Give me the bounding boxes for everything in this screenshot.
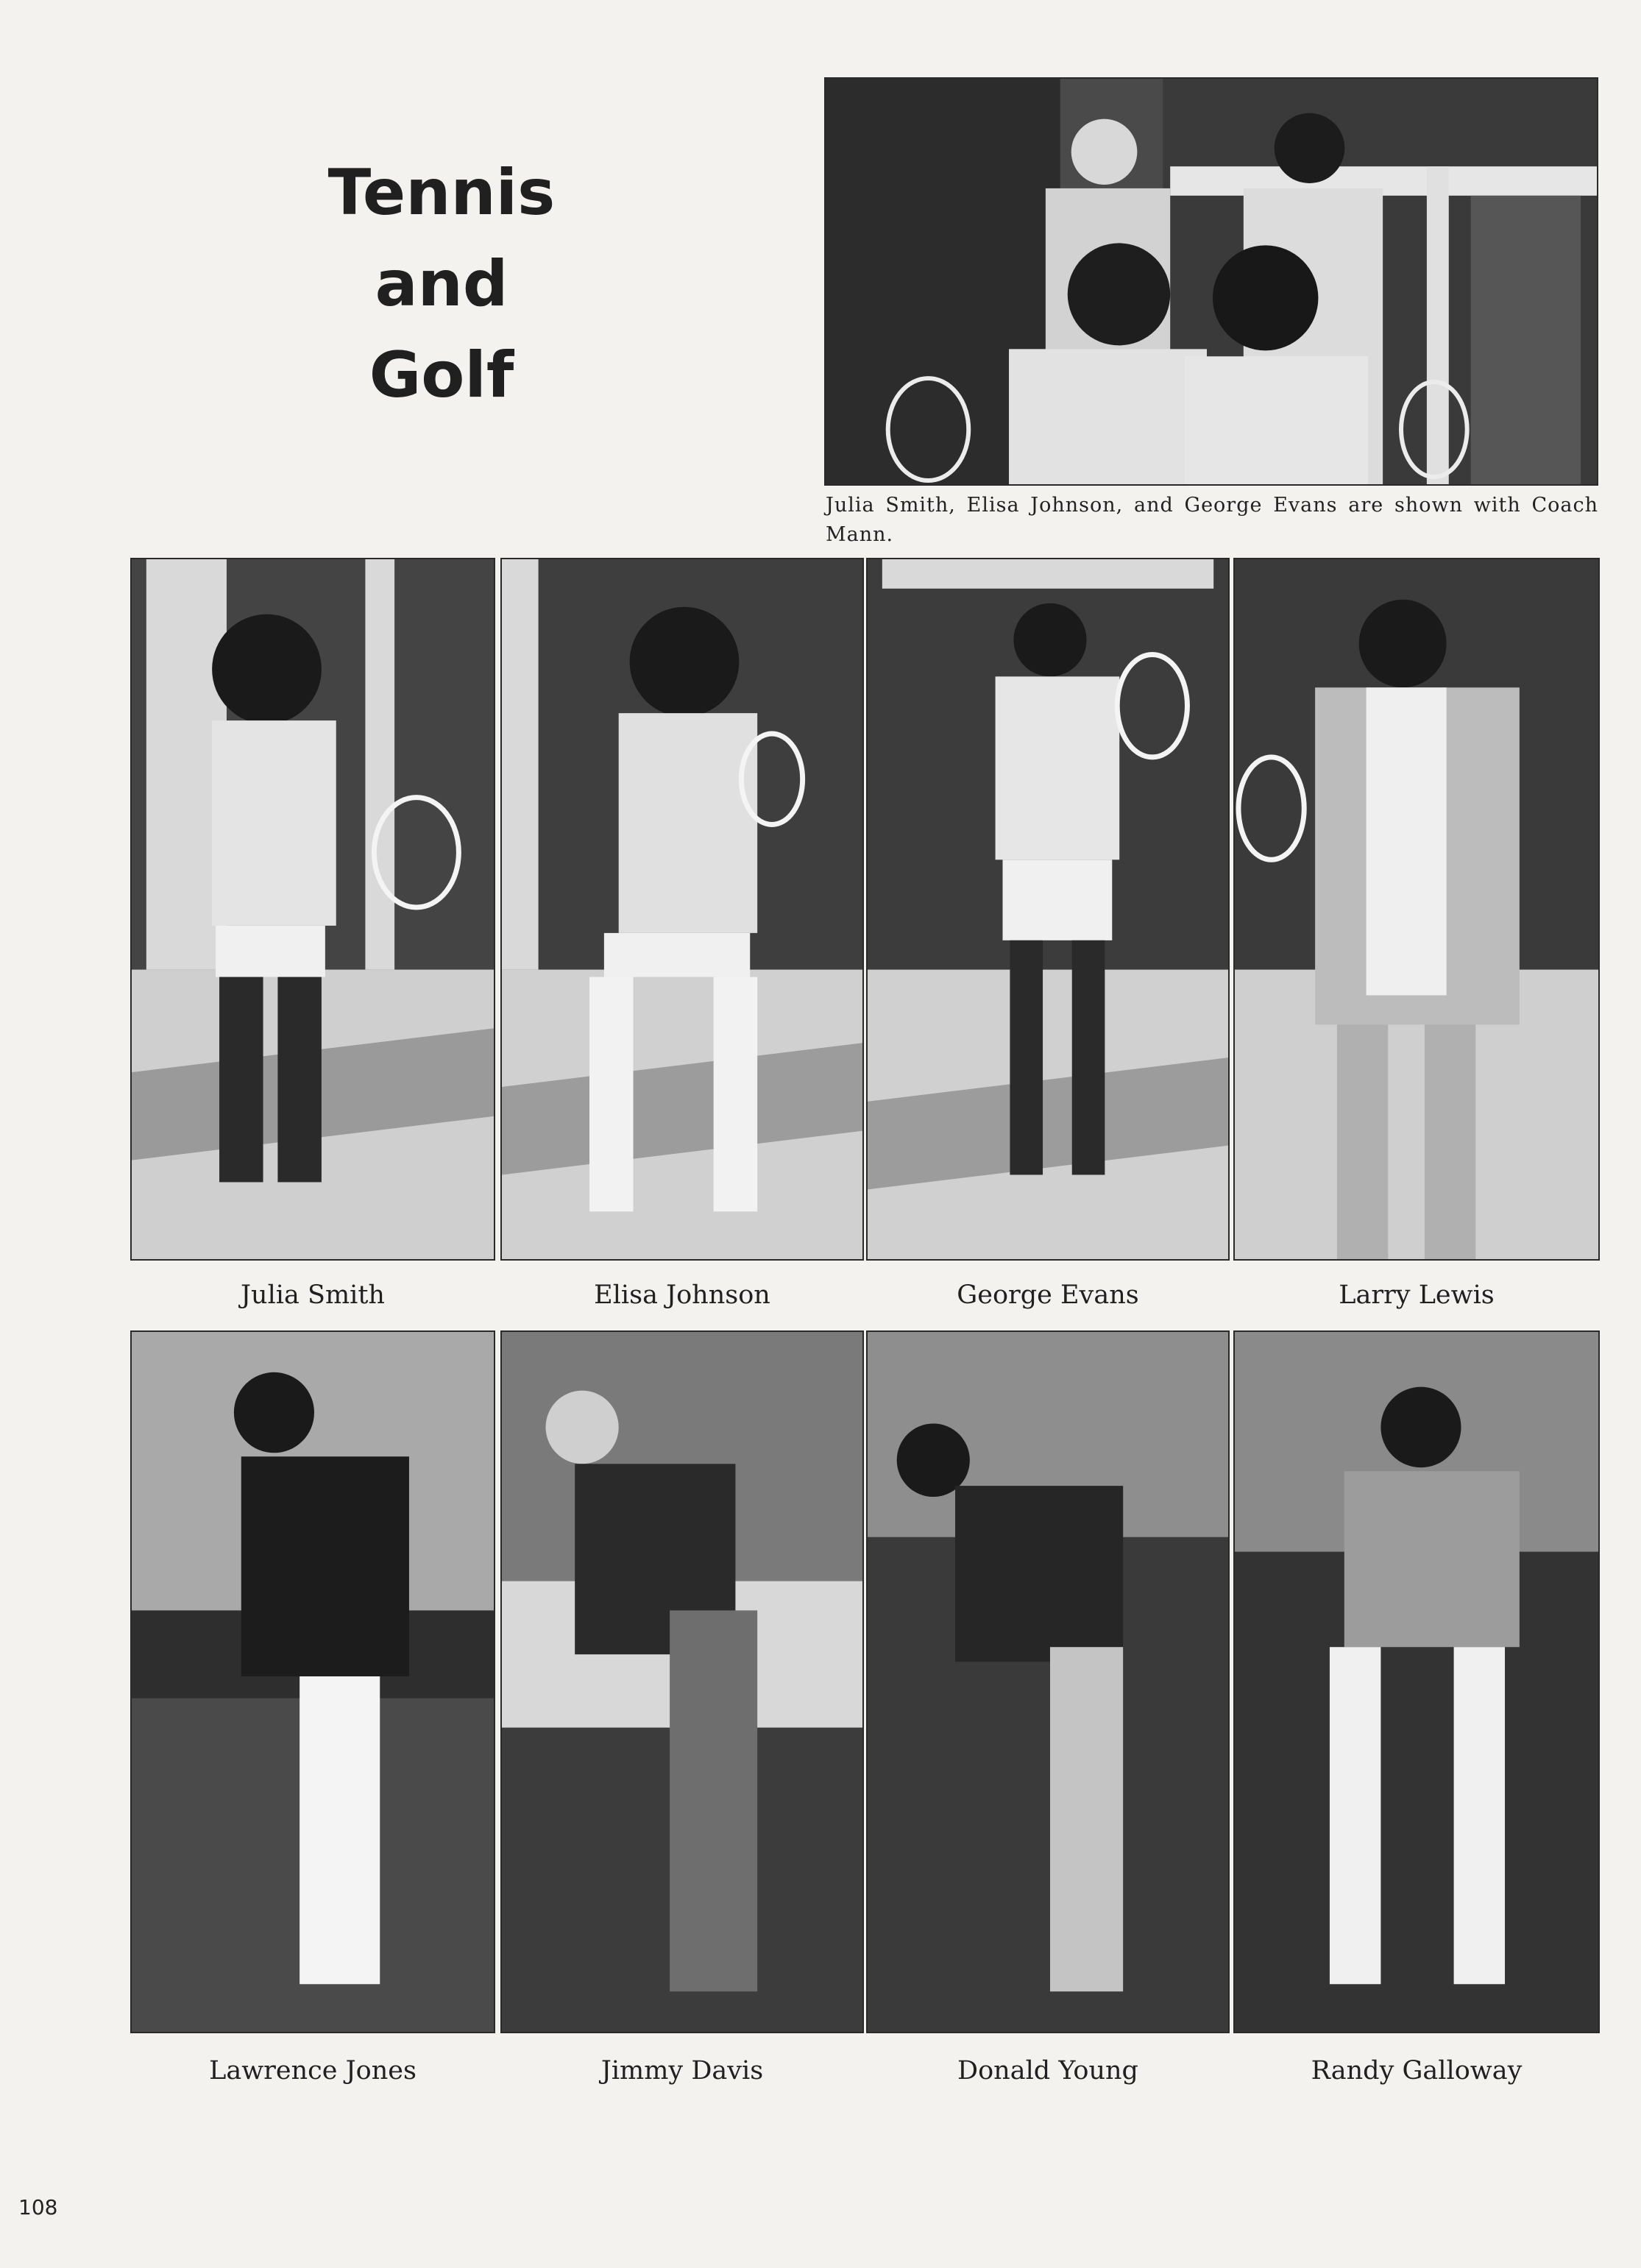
photo-elisa-johnson [500, 558, 864, 1261]
photo-george-evans [866, 558, 1230, 1261]
caption-larry-lewis: Larry Lewis [1339, 1280, 1495, 1310]
title-line-3: Golf [369, 339, 514, 412]
caption-lawrence-jones: Lawrence Jones [209, 2056, 417, 2086]
page-title [280, 147, 603, 421]
title-line-1: Tennis [327, 156, 556, 230]
caption-randy-galloway: Randy Galloway [1311, 2056, 1523, 2086]
page-number: 108 [18, 2195, 58, 2219]
photo-donald-young [866, 1330, 1230, 2033]
caption-jimmy-davis: Jimmy Davis [600, 2056, 764, 2086]
caption-elisa-johnson: Elisa Johnson [594, 1280, 770, 1310]
title-line-2: and [375, 247, 508, 321]
photo-randy-galloway [1233, 1330, 1600, 2033]
caption-julia-smith: Julia Smith [241, 1280, 385, 1310]
caption-george-evans: George Evans [957, 1280, 1139, 1310]
photo-julia-smith [130, 558, 495, 1261]
caption-donald-young: Donald Young [957, 2056, 1138, 2086]
photo-jimmy-davis [500, 1330, 864, 2033]
photo-lawrence-jones [130, 1330, 495, 2033]
group-photo [824, 77, 1598, 486]
group-photo-caption: Julia Smith, Elisa Johnson, and George Evans are shown with Coach Mann. [826, 494, 1598, 546]
photo-larry-lewis [1233, 558, 1600, 1261]
